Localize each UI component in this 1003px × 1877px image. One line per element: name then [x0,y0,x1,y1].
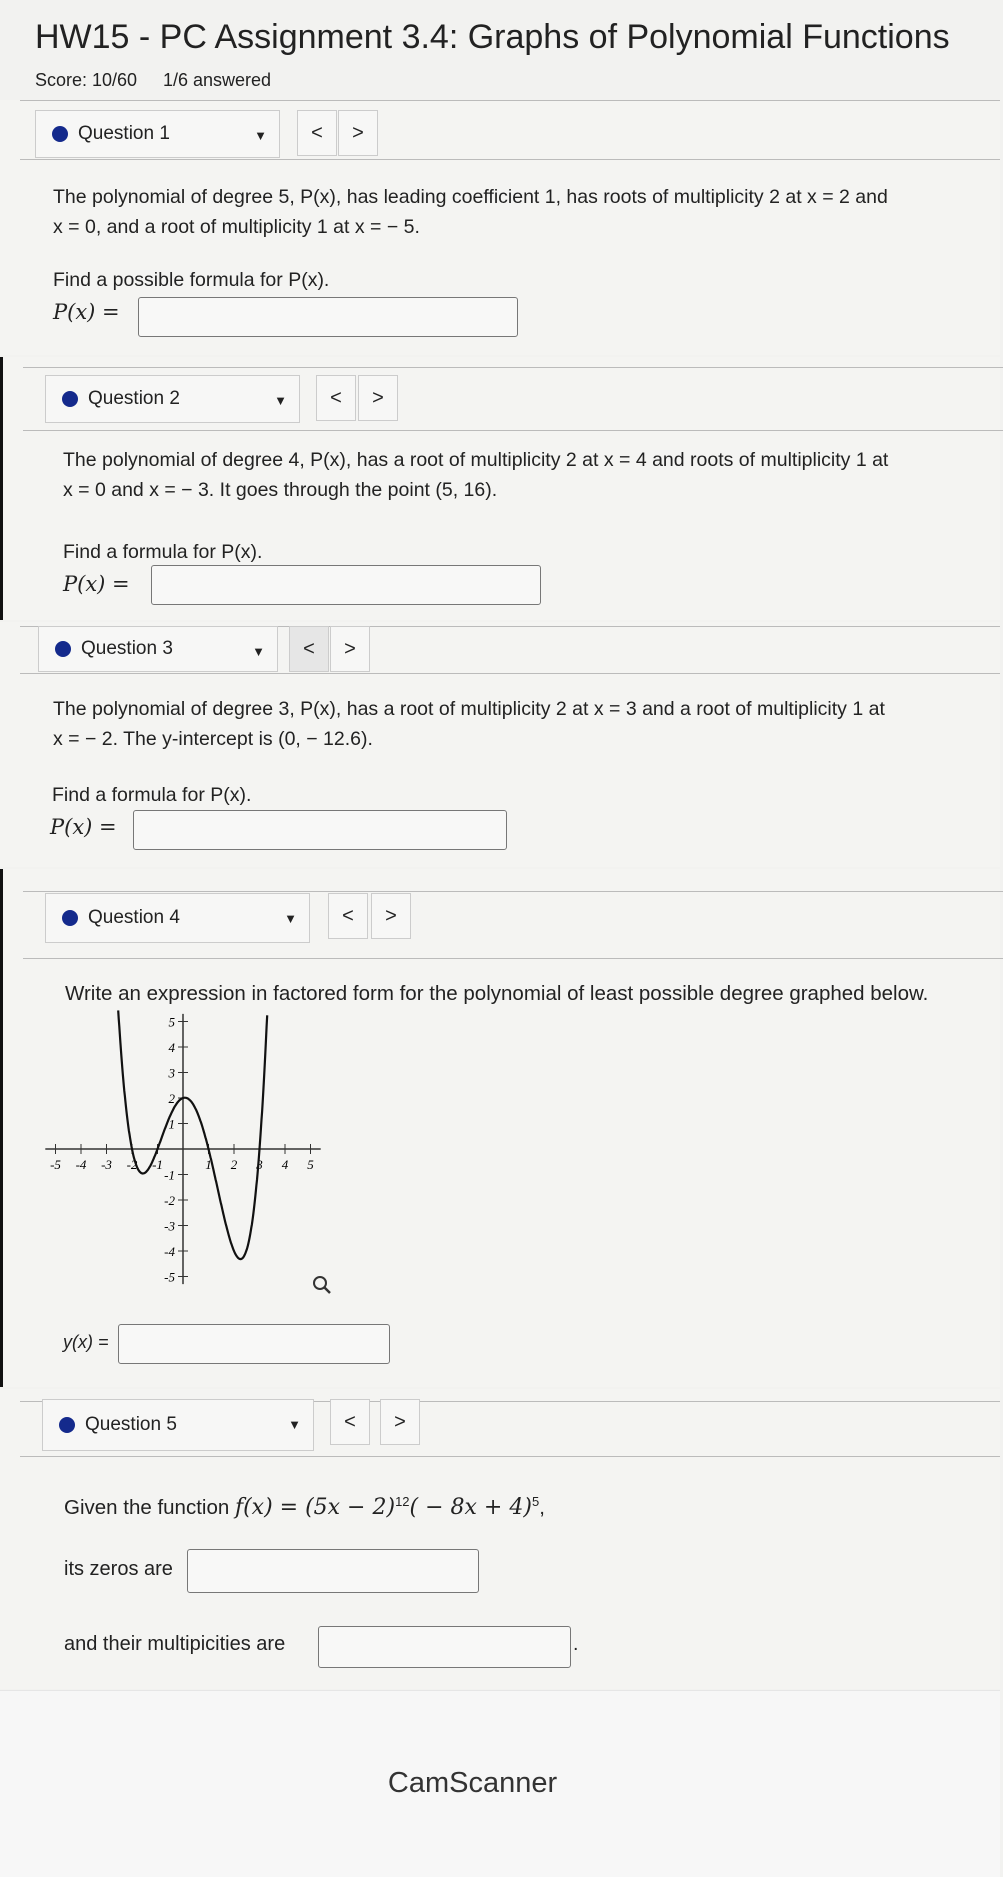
y-tick-label: -5 [164,1269,175,1285]
y-tick-label: -2 [164,1193,175,1208]
x-tick-label: -2 [126,1157,138,1172]
prev-button[interactable]: < [297,110,337,156]
question-1 [0,100,1000,355]
x-tick-label: 5 [307,1157,314,1172]
answer-label: P(x) = [53,300,120,324]
question-2 [0,357,1000,620]
answer-label: P(x) = [50,815,117,839]
prev-button[interactable]: < [316,375,356,421]
prev-button[interactable]: < [330,1399,370,1445]
camscanner-label: CamScanner [387,1767,558,1799]
question-text: The polynomial of degree 3, P(x), has a root of multiplicity 2 at x = 3 and a root of multiplicity 1 at x = − 2. The y-intercept is (0, − 12.6). [53,698,885,750]
x-tick-label: 1 [205,1157,212,1172]
y-tick-label: -3 [164,1218,175,1234]
x-tick-label: -5 [50,1157,61,1172]
polynomial-curve [118,1010,267,1259]
question-text: The polynomial of degree 4, P(x), has a root of multiplicity 2 at x = 4 and roots of multiplicity 1 at x = 0 and x = − 3. It goes through the point (5, 16). [63,449,889,501]
question-text: Write an expression in factored form for the polynomial of least possible degree graphed below. [65,982,929,1005]
question-label: Question 3 [81,638,173,659]
chevron-down-icon: ▼ [274,393,287,408]
question-label: Question 4 [88,907,180,928]
question-prompt: Find a formula for P(x). [63,541,263,563]
question-select[interactable] [45,893,310,943]
chevron-down-icon: ▼ [252,644,265,659]
question-label: Question 1 [78,123,170,144]
multiplicities-input[interactable] [318,1626,571,1668]
magnifier-icon[interactable] [311,1274,333,1302]
prev-button[interactable]: < [289,626,329,672]
x-tick-label: -4 [75,1157,87,1172]
y-tick-label: -1 [164,1167,175,1183]
score: Score: 10/60 [35,70,138,90]
answer-input[interactable] [151,565,541,605]
zeros-label: its zeros are [64,1558,173,1580]
multiplicities-label: and their multipicities are [64,1633,286,1655]
status-dot-icon [55,641,71,657]
status-dot-icon [62,391,78,407]
status-dot-icon [59,1417,75,1433]
question-5 [0,1389,1000,1689]
x-tick-label: -3 [101,1157,112,1172]
answered-count: 1/6 answered [163,70,272,90]
answer-input[interactable] [118,1324,390,1364]
answer-input[interactable] [138,297,518,337]
answer-label: P(x) = [63,572,130,596]
answer-input[interactable] [133,810,507,850]
question-prompt: Find a possible formula for P(x). [53,269,330,291]
x-tick-label: 2 [230,1157,238,1172]
next-button[interactable]: > [330,626,370,672]
question-text: Given the function $f(x) = (5x - 2)^{12}( - 8x + 4)^5$, [64,1494,545,1520]
question-label: Question 2 [88,388,180,409]
footer-watermark [0,1690,1000,1877]
page-title: HW15 - PC Assignment 3.4: Graphs of Polynomial Functions [35,18,950,56]
question-3 [0,622,1000,867]
question-select[interactable] [42,1399,314,1451]
x-tick-label: 4 [281,1157,289,1172]
next-button[interactable]: > [371,893,411,939]
polynomial-graph [50,1014,348,1285]
chevron-down-icon: ▼ [284,911,297,926]
question-text: The polynomial of degree 5, P(x), has leading coefficient 1, has roots of multiplicity 2 at x = 2 and x = 0, and a root of multiplicity 1 at x = − 5. [53,186,888,238]
zeros-input[interactable] [187,1549,479,1593]
question-select[interactable] [35,110,280,158]
y-tick-label: -4 [164,1244,175,1259]
question-label: Question 5 [85,1414,177,1435]
x-tick-label: 3 [256,1157,263,1172]
chevron-down-icon: ▼ [254,128,267,143]
next-button[interactable]: > [358,375,398,421]
answer-label: y(x) = [63,1332,109,1352]
y-tick-label: 1 [168,1116,175,1132]
y-tick-label: 5 [168,1014,175,1030]
y-tick-label: 2 [168,1091,175,1106]
y-tick-label: 4 [168,1040,175,1055]
y-tick-label: 3 [168,1065,175,1081]
question-select[interactable] [38,626,278,672]
question-4 [0,869,1000,1387]
status-dot-icon [52,126,68,142]
question-prompt: Find a formula for P(x). [52,784,252,806]
status-dot-icon [62,910,78,926]
next-button[interactable]: > [380,1399,420,1445]
chevron-down-icon: ▼ [288,1417,301,1432]
next-button[interactable]: > [338,110,378,156]
prev-button[interactable]: < [328,893,368,939]
x-tick-label: -1 [152,1157,163,1172]
period: . [573,1633,579,1655]
question-select[interactable] [45,375,300,423]
